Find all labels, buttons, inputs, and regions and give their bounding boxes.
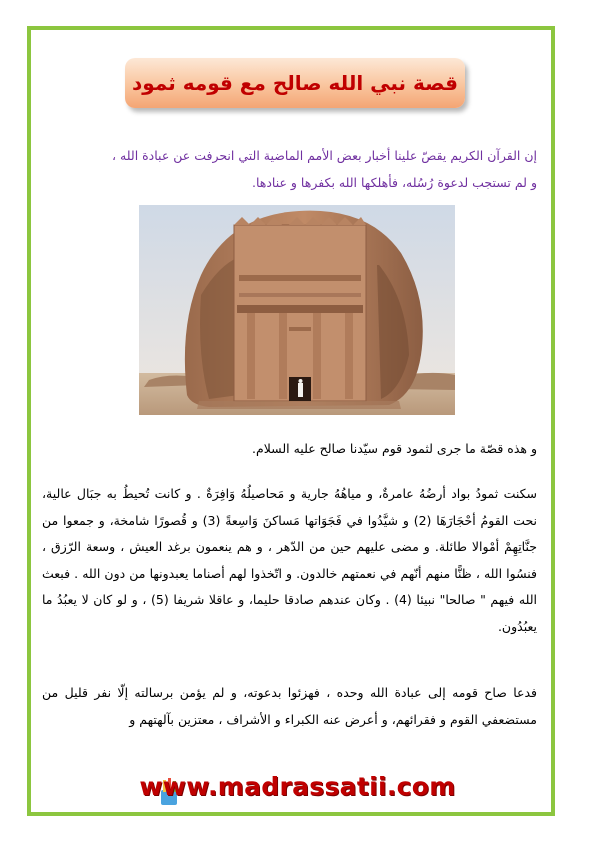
madain-salih-photo [139, 205, 455, 415]
paragraph-3: فدعا صاح قومه إلى عبادة الله وحده ، فهزئوا بدعوته، و لم يؤمن برسالته إلّا نفر قليل من مستضعفي القوم و فقرائهم، و أعرض عنه الكبراء و الأشراف ، معتزين بآلهتهم و [42, 685, 537, 727]
website-footer [0, 772, 595, 801]
page-title: قصة نبي الله صالح مع قومه ثمود [132, 71, 458, 95]
rock-tomb-illustration [139, 205, 455, 415]
intro-text [47, 142, 537, 196]
intro-line-1: إن القرآن الكريم يقصّ علينا أخبار بعض الأمم الماضية التي انحرفت عن عبادة الله ، [112, 148, 537, 163]
title-banner [125, 58, 465, 108]
intro-line-2: و لم تستجب لدعوة رُسُله، فأهلكها الله بكفرها و عنادها. [251, 175, 537, 190]
website-link[interactable]: www.madrassatii.com [139, 772, 456, 801]
paragraph-1: و هذه قصّة ما جرى لثمود قوم سيّدنا صالح عليه السلام. [252, 441, 537, 456]
paragraph-2: سكنت ثمودُ بواد أرضُهُ عامرةٌ، و مياهُهُ جارية و مَحاصيلُهُ وَافِرَةٌ . و كانت تُحيطُ به جبَال عالية، نحت القومُ أحْجَارَهَا (2) و شيَّدُوا في فَجَوَاتها مَساكنَ وَاسِعةً (3) و قُصورًا شامخة، و جمعوا من جنَّاتِهِمْ أمْوالا طائلة. و مضى عليهم حين من الدّهر ، و هم ينعمون برغد العيش ، وسعة الرّزق ، فنسُوا الله ، ظنًّا منهم أنّهم في نعمتهم خالدون. و اتّخذوا لهم أصناما يعبدونها من دون الله . فبعث الله فيهم " صالحا" نبيئا (4) . وكان عندهم صادقا حليما، و عاقلا شريفا (5) ، و لو كان لا يعبُدُ ما يعبُدُون. [42, 486, 537, 634]
